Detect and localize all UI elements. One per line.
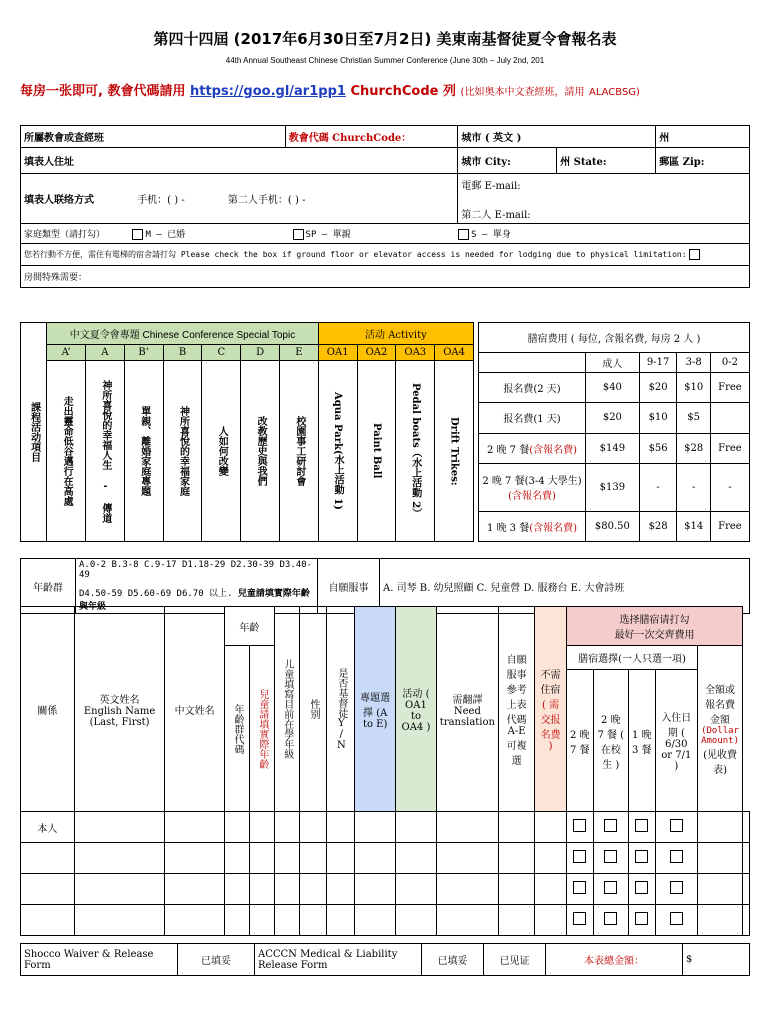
- mobility-note: 您若行動不方便，需住有電梯的宿舍請打勾 Please check the box if ground floor or elevator access is needed for lodging due to physical limitation:: [24, 250, 687, 259]
- contact-row[interactable]: [21, 174, 458, 224]
- person-cell[interactable]: [74, 812, 165, 843]
- married-checkbox[interactable]: [132, 229, 143, 240]
- activity-header: 活动 Activity: [318, 323, 473, 345]
- person-row: [21, 874, 750, 905]
- person-cell[interactable]: [628, 843, 655, 874]
- notice-line: [20, 80, 640, 99]
- fee-row-label: 2 晚 7 餐(含報名費): [479, 433, 586, 463]
- fee-value: Free: [710, 511, 749, 541]
- person-cell[interactable]: [498, 843, 534, 874]
- person-cell[interactable]: [593, 874, 628, 905]
- person-cell[interactable]: [535, 874, 567, 905]
- person-cell[interactable]: [355, 843, 396, 874]
- person-cell[interactable]: [698, 905, 743, 936]
- fee-value: $56: [639, 433, 677, 463]
- lodging-checkbox[interactable]: [604, 881, 617, 894]
- person-cell[interactable]: [628, 874, 655, 905]
- person-cell[interactable]: [274, 874, 299, 905]
- fee-row: [479, 403, 750, 433]
- lodging-checkbox[interactable]: [635, 819, 648, 832]
- person-cell[interactable]: [274, 843, 299, 874]
- person-cell[interactable]: [225, 812, 250, 843]
- person-cell[interactable]: [628, 905, 655, 936]
- person-cell[interactable]: [355, 812, 396, 843]
- topic-col-5: D: [241, 345, 280, 361]
- person-row: [21, 843, 750, 874]
- person-cell[interactable]: [165, 812, 225, 843]
- fee-row-label: 1 晚 3 餐(含報名費): [479, 511, 586, 541]
- footer-table: [20, 943, 750, 976]
- topics-table: [20, 322, 474, 542]
- person-cell[interactable]: [535, 812, 567, 843]
- email2-field[interactable]: 第二人 E-mail:: [461, 209, 531, 221]
- fee-value: -: [710, 463, 749, 511]
- age-line2: D4.50-59 D5.60-69 D6.70 以上: [79, 589, 228, 599]
- fee-col-3: 0-2: [710, 353, 749, 373]
- topic-col-8: OA2: [357, 345, 396, 361]
- single-checkbox[interactable]: [458, 229, 469, 240]
- activity-choice-header: 活动 ( OA1 to OA4 ): [396, 607, 437, 812]
- fee-row-label: 报名費(2 天): [479, 372, 586, 402]
- medical-done[interactable]: 已填妥: [422, 944, 484, 976]
- checkin-header: 入住日期 ( 6/30 or 7/1 ): [655, 669, 697, 812]
- topic-col-9: OA3: [396, 345, 435, 361]
- person-cell[interactable]: [566, 812, 593, 843]
- topic-col-6: E: [279, 345, 318, 361]
- person-cell[interactable]: [436, 843, 498, 874]
- topic-col-3: B: [163, 345, 202, 361]
- fee-value: $14: [677, 511, 710, 541]
- age-header: 年齡: [225, 607, 275, 646]
- lodging-checkbox[interactable]: [635, 912, 648, 925]
- person-cell[interactable]: [566, 905, 593, 936]
- person-cell[interactable]: [299, 843, 327, 874]
- mobile-field[interactable]: 手机：( ) -: [137, 195, 185, 206]
- city-en-label[interactable]: 城市 ( 英文 ): [458, 126, 656, 148]
- opt3-header: 1 晚 3 餐: [628, 669, 655, 812]
- opt1-header: 2 晚 7 餐: [566, 669, 593, 812]
- total-label: 本表總金額：: [546, 944, 683, 976]
- topic-col-7: OA1: [318, 345, 357, 361]
- fee-row: [479, 433, 750, 463]
- course-side-label: 課程活动項目: [21, 323, 47, 542]
- fee-value: $28: [677, 433, 710, 463]
- person-cell[interactable]: [498, 812, 534, 843]
- person-cell[interactable]: [249, 843, 274, 874]
- mobility-checkbox[interactable]: [689, 249, 700, 260]
- grade-header: 儿童填寫目前在學年級: [274, 607, 299, 812]
- state-label[interactable]: 州: [656, 126, 750, 148]
- church-label: 所屬教會或查經班: [21, 126, 286, 148]
- fee-value: -: [677, 463, 710, 511]
- person-cell[interactable]: [566, 843, 593, 874]
- zip-label[interactable]: 郵區 Zip:: [656, 148, 750, 174]
- person-cell[interactable]: [535, 843, 567, 874]
- notice-example: ALACBSG): [588, 87, 640, 98]
- fees-header: 膳宿费用 ( 每位, 含報名費, 每房 2 人 ): [479, 323, 750, 353]
- topic-col-2: B’: [124, 345, 163, 361]
- person-cell[interactable]: [249, 874, 274, 905]
- special-needs-label: 房間特殊需要：: [24, 273, 88, 283]
- age-line1: A.0-2 B.3-8 C.9-17 D1.18-29 D2.30-39 D3.40-49: [79, 560, 312, 580]
- topic-text-10: Drift Trikes:: [435, 361, 474, 542]
- person-cell[interactable]: [165, 905, 225, 936]
- person-cell[interactable]: [327, 905, 355, 936]
- fee-value: $10: [677, 372, 710, 402]
- notice-small: (比如奥本中文查經班，請用: [460, 87, 585, 98]
- fee-value: $28: [639, 511, 677, 541]
- person-cell[interactable]: [327, 843, 355, 874]
- person-cell[interactable]: [396, 843, 437, 874]
- person-cell[interactable]: [655, 812, 697, 843]
- fee-value: [710, 403, 749, 433]
- person-cell[interactable]: [274, 905, 299, 936]
- service-options: A. 司琴 B. 幼兒照顧 C. 兒童營 D. 服務台 E. 大會詩班: [380, 559, 750, 614]
- no-lodging-header: 不需住宿 ( 需交报名费 ): [535, 607, 567, 812]
- topic-text-1: 神所喜悅的幸福人生 - 傳道: [86, 361, 125, 542]
- fee-value: $40: [586, 372, 640, 402]
- topic-choice-header: 專題選擇 (A to E): [355, 607, 396, 812]
- notice-main: 每房一张即可, 教會代碼請用: [20, 84, 186, 99]
- fee-col-2: 3-8: [677, 353, 710, 373]
- state-en-label[interactable]: 州 State:: [557, 148, 656, 174]
- person-cell[interactable]: [299, 905, 327, 936]
- fee-row: [479, 511, 750, 541]
- person-cell[interactable]: [698, 874, 743, 905]
- lodging-checkbox[interactable]: [604, 850, 617, 863]
- single-parent-checkbox[interactable]: [293, 229, 304, 240]
- person-cell[interactable]: [327, 874, 355, 905]
- amount-header: 全額或報名費金額 (Dollar Amount) (见收費表): [698, 646, 743, 812]
- person-cell[interactable]: [355, 874, 396, 905]
- person-cell[interactable]: [436, 874, 498, 905]
- fee-value: $5: [677, 403, 710, 433]
- relation-header: 關係: [21, 607, 75, 812]
- fees-table: [478, 322, 750, 542]
- topic-text-2: 單親、離婚家庭專題: [124, 361, 163, 542]
- fee-value: -: [639, 463, 677, 511]
- email-field[interactable]: 電郵 E-mail:: [461, 180, 521, 192]
- person-cell[interactable]: [74, 874, 165, 905]
- opt2-header: 2 晚 7 餐 ( 在校生 ): [593, 669, 628, 812]
- fee-row-label: 报名費(1 天): [479, 403, 586, 433]
- person-cell[interactable]: [593, 812, 628, 843]
- person-cell[interactable]: [698, 812, 743, 843]
- age-group-label: 年齡群: [21, 559, 76, 614]
- person-cell[interactable]: [299, 812, 327, 843]
- total-amount[interactable]: $: [683, 944, 750, 976]
- person-cell[interactable]: [74, 905, 165, 936]
- person-cell[interactable]: [628, 812, 655, 843]
- topic-col-4: C: [202, 345, 241, 361]
- person-cell[interactable]: [655, 905, 697, 936]
- person-cell[interactable]: [327, 812, 355, 843]
- fee-value: Free: [710, 433, 749, 463]
- fee-value: $20: [586, 403, 640, 433]
- lodging-checkbox[interactable]: [635, 881, 648, 894]
- mobility-row: [21, 244, 750, 266]
- fee-col-0: 成人: [586, 353, 640, 373]
- people-table: [20, 606, 750, 936]
- gender-header: 性别: [299, 607, 327, 812]
- person-cell[interactable]: [396, 905, 437, 936]
- lodging-checkbox[interactable]: [670, 850, 683, 863]
- person-cell[interactable]: [655, 843, 697, 874]
- topic-text-3: 神所喜悅的幸福家庭: [163, 361, 202, 542]
- topic-header: 中文夏令會專題 Chinese Conference Special Topic: [47, 323, 319, 345]
- person-cell[interactable]: [743, 874, 750, 905]
- topic-col-10: OA4: [435, 345, 474, 361]
- en-name-header: 英文姓名 English Name (Last, First): [74, 607, 165, 812]
- fee-value: $149: [586, 433, 640, 463]
- topic-text-9: Pedal boats（水上活動 2）: [396, 361, 435, 542]
- person-cell[interactable]: [436, 812, 498, 843]
- topic-text-7: Aqua Park(水上活動 1): [318, 361, 357, 542]
- church-code-label[interactable]: 教會代碼 ChurchCode：: [285, 126, 458, 148]
- contact-label: 填表人联络方式: [24, 195, 94, 206]
- person-cell[interactable]: [743, 905, 750, 936]
- fee-row: [479, 372, 750, 402]
- person-cell[interactable]: [225, 905, 250, 936]
- single-label: S – 單身: [471, 230, 511, 240]
- person-cell[interactable]: [498, 874, 534, 905]
- age-code-header: 年齡群代碼: [225, 646, 250, 812]
- topic-col-1: A: [86, 345, 125, 361]
- christian-header: 是否基督徒Y/N: [327, 607, 355, 812]
- person-cell[interactable]: [225, 843, 250, 874]
- person-cell[interactable]: [21, 843, 75, 874]
- topic-text-4: 人如何改變: [202, 361, 241, 542]
- waiver-label: Shocco Waiver & Release Form: [21, 944, 178, 976]
- form-subtitle: 44th Annual Southeast Chinese Christian Summer Conference (June 30th – July 2nd, 201: [225, 56, 545, 65]
- cn-name-header: 中文姓名: [165, 607, 225, 812]
- person-cell[interactable]: [498, 905, 534, 936]
- person-cell[interactable]: [299, 874, 327, 905]
- child-age-header: 兒童請填實際年齡: [249, 646, 274, 812]
- single-parent-label: SP – 單親: [305, 230, 351, 240]
- special-needs-row[interactable]: [21, 266, 750, 288]
- fee-row-label: 2 晚 7 餐(3-4 大學生) (含報名費): [479, 463, 586, 511]
- person-row: [21, 905, 750, 936]
- fee-value: Free: [710, 372, 749, 402]
- service-code-header: 自願服事參考上表代碼A-E 可複選: [498, 607, 534, 812]
- person-cell[interactable]: [566, 874, 593, 905]
- person-cell[interactable]: [593, 905, 628, 936]
- lodging-checkbox[interactable]: [573, 850, 586, 863]
- topic-text-8: Paint Ball: [357, 361, 396, 542]
- person-cell[interactable]: [396, 874, 437, 905]
- fee-value: $10: [639, 403, 677, 433]
- person-cell[interactable]: [593, 843, 628, 874]
- medical-label: ACCCN Medical & Liability Release Form: [255, 944, 422, 976]
- service-label: 自願服事: [318, 559, 380, 614]
- person-cell[interactable]: [21, 905, 75, 936]
- fee-value: $139: [586, 463, 640, 511]
- church-code-link[interactable]: https://goo.gl/ar1pp1: [190, 84, 346, 99]
- lodging-checkbox[interactable]: [670, 819, 683, 832]
- person-cell[interactable]: [436, 905, 498, 936]
- witnessed[interactable]: 已见证: [484, 944, 546, 976]
- person-cell[interactable]: [355, 905, 396, 936]
- person-cell[interactable]: [698, 843, 743, 874]
- lodging-checkbox[interactable]: [573, 881, 586, 894]
- lodging-header: 选择膳宿请打勾 最好一次交齊費用: [566, 607, 742, 646]
- self-label: 本人: [21, 812, 75, 843]
- form-title: 第四十四屆 (2017年6月30日至7月2日) 美東南基督徒夏令會報名表: [153, 30, 617, 48]
- fee-col-blank: [479, 353, 586, 373]
- mobile2-field[interactable]: 第二人手机：( ) -: [227, 195, 306, 206]
- fee-row: [479, 463, 750, 511]
- lodging-checkbox[interactable]: [670, 912, 683, 925]
- person-cell[interactable]: [21, 874, 75, 905]
- topic-col-0: A’: [47, 345, 86, 361]
- email-cell[interactable]: [458, 174, 750, 224]
- person-cell[interactable]: [535, 905, 567, 936]
- address-label[interactable]: 填表人住址: [21, 148, 458, 174]
- family-type-label: 家庭類型（請打勾）: [24, 230, 106, 240]
- notice-code: ChurchCode 列: [350, 84, 457, 99]
- person-cell[interactable]: [165, 874, 225, 905]
- person-cell[interactable]: [743, 812, 750, 843]
- topic-text-6: 校園事工研討會: [279, 361, 318, 542]
- city-label[interactable]: 城市 City:: [458, 148, 557, 174]
- info-table: [20, 125, 750, 288]
- age-line2b: 兒童請填實際年齡與年級: [79, 589, 310, 612]
- age-groups: A.0-2 B.3-8 C.9-17 D1.18-29 D2.30-39 D3.40-49 D4.50-59 D5.60-69 D6.70 以上. 兒童請填實際年齡與年級: [76, 559, 318, 614]
- lodging-checkbox[interactable]: [604, 912, 617, 925]
- lodging-checkbox[interactable]: [573, 819, 586, 832]
- fee-col-1: 9-17: [639, 353, 677, 373]
- married-label: M – 已婚: [145, 230, 186, 240]
- topic-text-5: 改教歷史與我們: [241, 361, 280, 542]
- translation-header: 需翻譯 Need translation: [436, 607, 498, 812]
- person-cell[interactable]: [249, 905, 274, 936]
- lodging-checkbox[interactable]: [670, 881, 683, 894]
- person-cell[interactable]: [249, 812, 274, 843]
- waiver-done[interactable]: 已填妥: [178, 944, 255, 976]
- lodging-note: 膳宿選擇(一人只選一項): [566, 646, 697, 670]
- lodging-checkbox[interactable]: [635, 850, 648, 863]
- person-cell[interactable]: [743, 843, 750, 874]
- lodging-checkbox[interactable]: [573, 912, 586, 925]
- fee-value: $80.50: [586, 511, 640, 541]
- family-type-row: [21, 224, 750, 244]
- topic-text-0: 走出靈命低谷邁行在高處: [47, 361, 86, 542]
- person-cell[interactable]: [396, 812, 437, 843]
- lodging-checkbox[interactable]: [604, 819, 617, 832]
- person-cell[interactable]: [74, 843, 165, 874]
- person-row: [21, 812, 750, 843]
- person-cell[interactable]: [655, 874, 697, 905]
- person-cell[interactable]: [274, 812, 299, 843]
- person-cell[interactable]: [225, 874, 250, 905]
- person-cell[interactable]: [165, 843, 225, 874]
- fee-value: $20: [639, 372, 677, 402]
